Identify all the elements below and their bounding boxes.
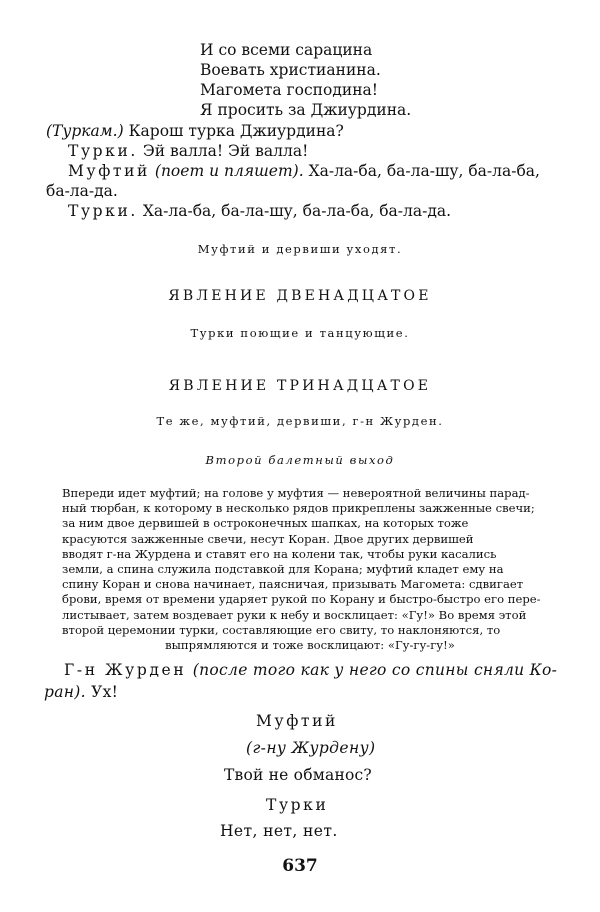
- stage-direction: (после того как у него со спины сняли Ко-: [192, 661, 558, 679]
- stage-line: за ним двое дервишей в остроконечных шапках, на которых тоже: [62, 516, 469, 531]
- stage-line: листывает, затем воздевает руки к небу и восклицает: «Гу!» Во время этой: [62, 607, 527, 622]
- scene-cast: Те же, муфтий, дервиши, г-н Журден.: [156, 414, 444, 428]
- ballet-subtitle: Второй балетный выход: [205, 453, 395, 467]
- verse-line: Воевать христианина.: [200, 61, 381, 79]
- dialog-text: Твой не обманос?: [224, 766, 372, 784]
- page-number: 637: [282, 856, 318, 876]
- stage-direction-block: [62, 486, 558, 653]
- dialog-line-turks-address: [46, 121, 344, 141]
- verse-line: Магомета господина!: [200, 81, 379, 99]
- dialog-line-turks-chant: [68, 201, 451, 221]
- speaker-name: Г-н Журден: [64, 661, 187, 679]
- stage-line: брови, время от времени ударяет рукой по Корану и быстро-быстро его пере-: [62, 592, 541, 607]
- stage-line: выпрямляются и тоже восклицают: «Гу-гу-гу!»: [165, 638, 455, 653]
- speaker-name: Турки.: [68, 202, 138, 220]
- dialog-text: Эй валла! Эй валла!: [142, 142, 309, 160]
- stage-line: вводят г-на Журдена и ставят его на колени так, чтобы руки касались: [62, 546, 497, 561]
- verse-line: И со всеми сарацина: [200, 41, 373, 59]
- scene-heading: ЯВЛЕНИЕ ТРИНАДЦАТОЕ: [168, 378, 432, 394]
- exit-direction: Муфтий и дервиши уходят.: [197, 242, 403, 256]
- verse-line: Я просить за Джиурдина.: [200, 101, 412, 119]
- stage-direction: ран).: [44, 683, 86, 701]
- stage-line: ный тюрбан, к которому в несколько рядов прикреплены зажженные свечи;: [62, 501, 535, 516]
- dialog-text: Карош турка Джиурдина?: [128, 122, 344, 140]
- dialog-line-turks: [68, 141, 308, 161]
- dialog-line-mufti: [68, 161, 540, 181]
- speaker-name: Турки: [266, 796, 329, 814]
- stage-direction: (г-ну Журдену): [246, 739, 376, 757]
- speaker-name: Турки.: [68, 142, 138, 160]
- speaker-heading: [266, 796, 328, 814]
- dialog-text: Ух!: [91, 683, 119, 701]
- scene-heading: ЯВЛЕНИЕ ДВЕНАДЦАТОЕ: [168, 288, 432, 304]
- dialog-text: Ха-ла-ба, ба-ла-шу, ба-ла-ба, ба-ла-да.: [142, 202, 452, 220]
- scene-cast: Турки поющие и танцующие.: [190, 326, 410, 340]
- speaker-name: Муфтий: [68, 162, 150, 180]
- dialog-text: Ха-ла-ба, ба-ла-шу, ба-ла-ба,: [308, 162, 540, 180]
- dialog-text: Нет, нет, нет.: [220, 822, 338, 840]
- dialog-continuation: ба-ла-да.: [46, 182, 118, 200]
- dialog-line-jourdain: [64, 661, 557, 679]
- stage-direction: (Туркам.): [46, 122, 124, 140]
- stage-line: спину Коран и снова начинает, паясничая, призывать Магомета: сдвигает: [62, 577, 524, 592]
- stage-line: Впереди идет муфтий; на голове у муфтия — невероятной величины парад-: [62, 486, 530, 500]
- speaker-heading: [256, 712, 338, 730]
- speaker-name: Муфтий: [256, 712, 338, 730]
- stage-line: второй церемонии турки, составляющие его свиту, то наклоняются, то: [62, 622, 501, 637]
- dialog-line-jourdain-cont: [44, 683, 118, 701]
- stage-line: земли, а спина служила подставкой для Корана; муфтий кладет ему на: [62, 562, 504, 577]
- stage-line: красуются зажженные свечи, несут Коран. Двое других дервишей: [62, 531, 474, 546]
- stage-direction: (поет и пляшет).: [154, 162, 304, 180]
